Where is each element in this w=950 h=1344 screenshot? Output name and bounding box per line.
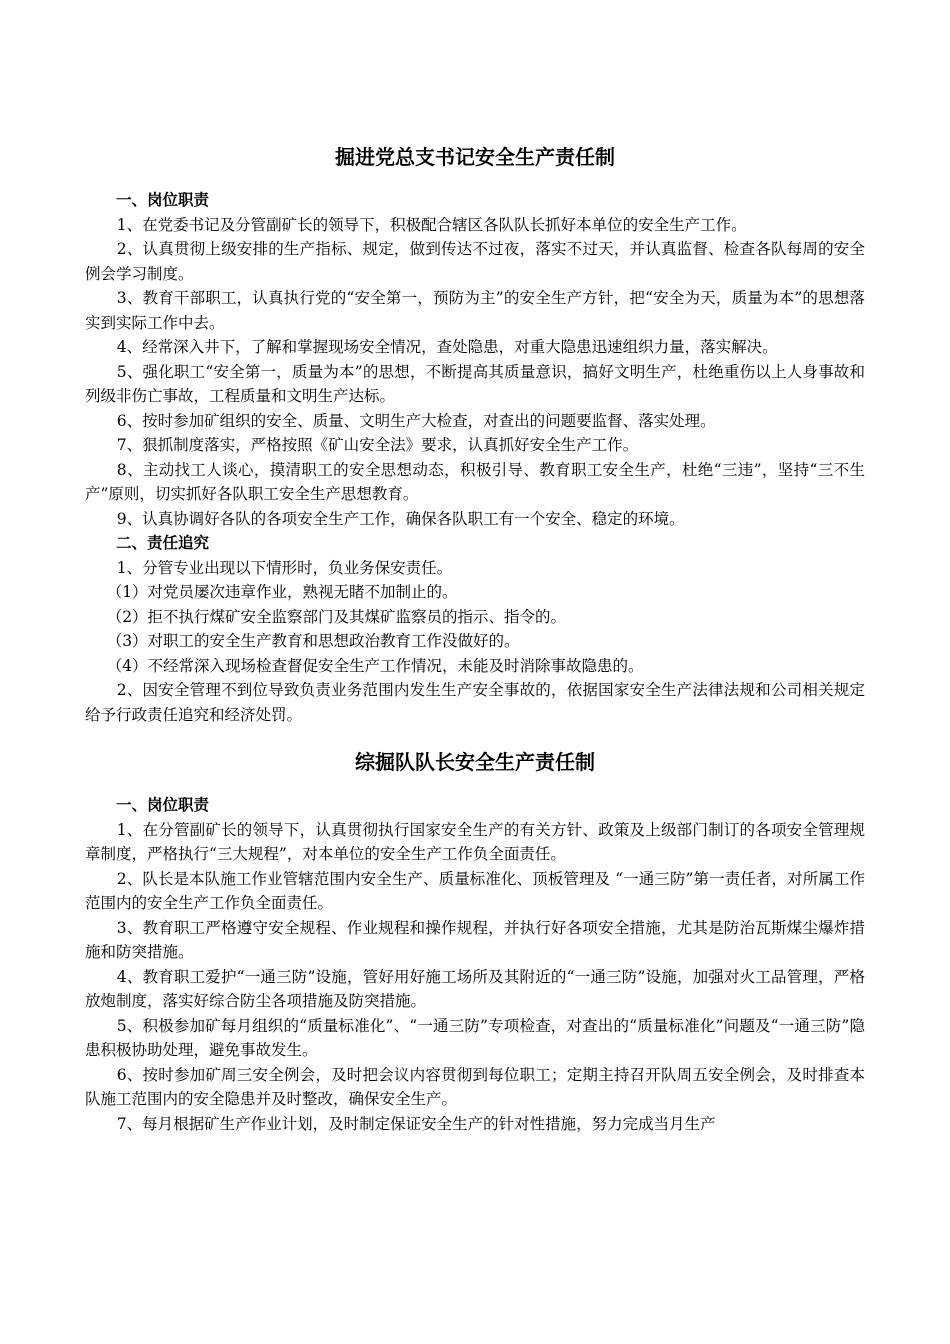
accountability-item-1: （1）对党员屡次违章作业，熟视无睹不加制止的。 — [106, 583, 458, 601]
section1-title: 掘进党总支书记安全生产责任制 — [335, 145, 615, 169]
section1-duty-5: 5、强化职工“安全第一，质量为本”的思想，不断提高其质量意识，搞好文明生产，杜绝重伤以上人身事故和列级非伤亡事故，工程质量和文明生产达标。 — [85, 362, 865, 405]
section2-duty-5: 5、积极参加矿每月组织的“质量标准化”、“一通三防”专项检查，对查出的“质量标准化”问题及“一通三防”隐患积极协助处理，避免事故发生。 — [85, 1016, 865, 1059]
section2-duty-4: 4、教育职工爱护“一通三防”设施，管好用好施工场所及其附近的“一通三防”设施，加强对火工品管理，严格放炮制度，落实好综合防尘各项措施及防突措施。 — [85, 967, 865, 1010]
section2-duty-1: 1、在分管副矿长的领导下，认真贯彻执行国家安全生产的有关方针、政策及上级部门制订的各项安全管理规章制度，严格执行“三大规程”，对本单位的安全生产工作负全面责任。 — [85, 820, 865, 863]
section1-heading-duties: 一、岗位职责 — [116, 191, 210, 209]
section1-duty-8: 8、主动找工人谈心，摸清职工的安全思想动态，积极引导、教育职工安全生产，杜绝“三违”，坚持“三不生产”原则，切实抓好各队职工安全生产思想教育。 — [85, 460, 865, 503]
section1-duty-4: 4、经常深入井下，了解和掌握现场安全情况，查处隐患，对重大隐患迅速组织力量，落实解决。 — [116, 338, 778, 356]
section2-duty-3: 3、教育职工严格遵守安全规程、作业规程和操作规程，并执行好各项安全措施，尤其是防治瓦斯煤尘爆炸措施和防突措施。 — [85, 918, 865, 961]
accountability-2: 2、因安全管理不到位导致负责业务范围内发生生产安全事故的，依据国家安全生产法律法规和公司相关规定给予行政责任追究和经济处罚。 — [85, 681, 865, 724]
section1-duty-7: 7、狠抓制度落实，严格按照《矿山安全法》要求，认真抓好安全生产工作。 — [116, 436, 639, 454]
section1-duty-3: 3、教育干部职工，认真执行党的“安全第一，预防为主”的安全生产方针，把“安全为天，质量为本”的思想落实到实际工作中去。 — [85, 289, 865, 332]
accountability-intro: 1、分管专业出现以下情形时，负业务保安责任。 — [116, 558, 453, 577]
section2-title: 综掘队队长安全生产责任制 — [355, 750, 595, 774]
section1-duty-1: 1、在党委书记及分管副矿长的领导下，积极配合辖区各队队长抓好本单位的安全生产工作。 — [116, 215, 747, 234]
section1-duty-9: 9、认真协调好各队的各项安全生产工作，确保各队职工有一个安全、稳定的环境。 — [116, 509, 685, 528]
section1-duty-2: 2、认真贯彻上级安排的生产指标、规定，做到传达不过夜，落实不过天，并认真监督、检查各队每周的安全例会学习制度。 — [85, 240, 865, 283]
section1-duty-6: 6、按时参加矿组织的安全、质量、文明生产大检查，对查出的问题要监督、落实处理。 — [116, 411, 716, 430]
section1-heading-accountability: 二、责任追究 — [116, 534, 210, 552]
accountability-item-3: （3）对职工的安全生产教育和思想政治教育工作没做好的。 — [106, 632, 520, 650]
section2-duty-2: 2、队长是本队施工作业管辖范围内安全生产、质量标准化、顶板管理及 “一通三防”第一责任者，对所属工作范围内的安全生产工作负全面责任。 — [85, 869, 865, 912]
document-page — [85, 140, 865, 1136]
section2-duty-7: 7、每月根据矿生产作业计划，及时制定保证安全生产的针对性措施，努力完成当月生产 — [116, 1114, 716, 1133]
accountability-item-4: （4）不经常深入现场检查督促安全生产工作情况，未能及时消除事故隐患的。 — [106, 656, 644, 675]
section2-duty-6: 6、按时参加矿周三安全例会，及时把会议内容贯彻到每位职工；定期主持召开队周五安全例会，及时排查本队施工范围内的安全隐患并及时整改，确保安全生产。 — [85, 1065, 865, 1108]
accountability-item-2: （2）拒不执行煤矿安全监察部门及其煤矿监察员的指示、指令的。 — [106, 607, 567, 626]
section2-heading-duties: 一、岗位职责 — [116, 796, 210, 814]
